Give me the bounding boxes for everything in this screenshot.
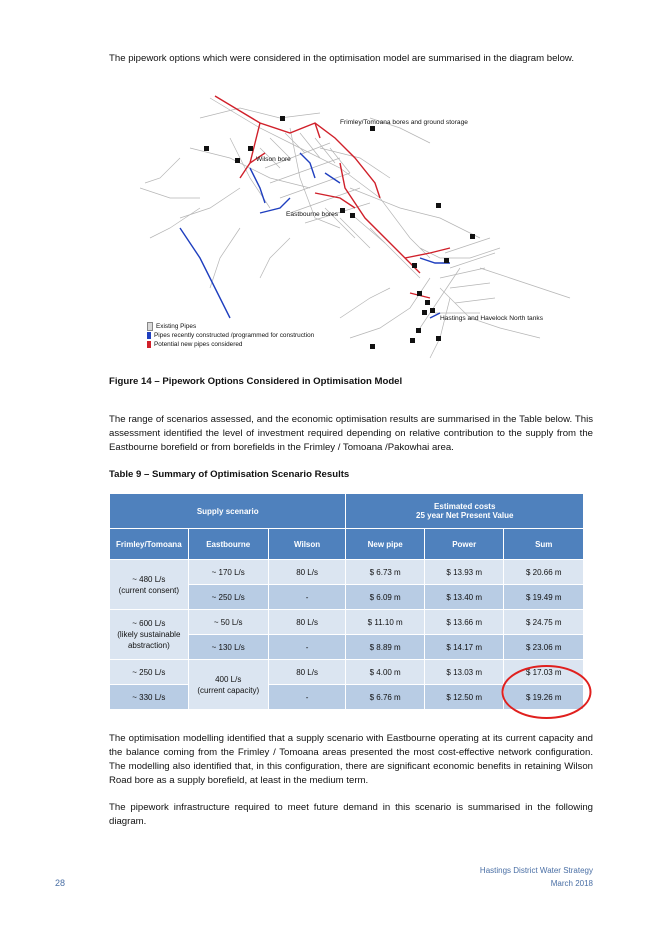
legend-label: Pipes recently constructed /programmed for construction	[154, 332, 315, 339]
label-hastings: Hastings and Havelock North tanks	[440, 315, 543, 322]
eastbourne-cell: ~ 130 L/s	[188, 635, 268, 660]
power-cell: $ 12.50 m	[424, 685, 504, 710]
cell-text: abstraction)	[127, 641, 170, 650]
legend-label: Potential new pipes considered	[154, 341, 243, 348]
intro-paragraph: The pipework options which were considered in the optimisation model are summarised in the diagram below.	[109, 53, 575, 64]
col-wilson: Wilson	[268, 529, 346, 560]
wilson-cell: -	[268, 635, 346, 660]
cell-text: 400 L/s	[215, 674, 242, 684]
col-eastbourne: Eastbourne	[188, 529, 268, 560]
frimley-cell: ~ 250 L/s	[110, 660, 189, 685]
frimley-cell: ~ 330 L/s	[110, 685, 189, 710]
bore-markers	[204, 116, 475, 349]
wilson-cell: 80 L/s	[268, 560, 346, 585]
pipe-cell: $ 11.10 m	[346, 610, 424, 635]
pipe-cell: $ 4.00 m	[346, 660, 424, 685]
conclusion-paragraph: The optimisation modelling identified that a supply scenario with Eastbourne operating at its current capacity and the balance coming from the Frimley / Tomoana areas presented the most cost-effective network configuration. The modelling also identified that, in this configuration, there are significant economic benefits in retaining Wilson Road bore as a supply borefield, at least in the medium term.	[109, 733, 593, 786]
legend-swatch	[147, 332, 151, 339]
sum-cell: $ 23.06 m	[504, 635, 584, 660]
col-new-pipe: New pipe	[346, 529, 424, 560]
label-frimley: Frimley/Tomoana bores and ground storage	[340, 119, 468, 126]
col-sum: Sum	[504, 529, 584, 560]
header-supply-scenario: Supply scenario	[110, 494, 346, 529]
cell-text: ~ 480 L/s	[132, 574, 166, 584]
eastbourne-cell	[188, 660, 268, 710]
cell-text: ~ 600 L/s	[132, 619, 166, 628]
sum-cell: $ 24.75 m	[504, 610, 584, 635]
table-row	[110, 610, 584, 635]
wilson-cell: -	[268, 585, 346, 610]
label-wilson: Wilson bore	[256, 156, 291, 163]
legend-recent	[147, 331, 314, 340]
footer-date: March 2018	[550, 879, 593, 888]
wilson-cell: 80 L/s	[268, 660, 346, 685]
legend-potential	[147, 340, 314, 349]
legend-existing	[147, 322, 314, 331]
eastbourne-cell: ~ 170 L/s	[188, 560, 268, 585]
header-costs-line1: Estimated costs	[434, 502, 496, 511]
map-legend	[147, 322, 314, 349]
cell-text: (current consent)	[118, 585, 180, 595]
table-caption: Table 9 – Summary of Optimisation Scenario Results	[109, 469, 350, 480]
wilson-cell: -	[268, 685, 346, 710]
figure-caption: Figure 14 – Pipework Options Considered in Optimisation Model	[109, 376, 403, 387]
sum-cell: $ 19.49 m	[504, 585, 584, 610]
recent-pipes	[180, 153, 450, 318]
eastbourne-cell: ~ 250 L/s	[188, 585, 268, 610]
power-cell: $ 13.40 m	[424, 585, 504, 610]
footer-doc-title: Hastings District Water Strategy	[479, 866, 593, 875]
cell-text: (likely sustainable	[117, 630, 181, 639]
power-cell: $ 14.17 m	[424, 635, 504, 660]
frimley-cell	[110, 560, 189, 610]
eastbourne-cell: ~ 50 L/s	[188, 610, 268, 635]
power-cell: $ 13.93 m	[424, 560, 504, 585]
cell-text: (current capacity)	[197, 685, 260, 695]
pipe-cell: $ 6.09 m	[346, 585, 424, 610]
power-cell: $ 13.03 m	[424, 660, 504, 685]
sum-cell: $ 17.03 m	[504, 660, 584, 685]
frimley-cell	[110, 610, 189, 660]
wilson-cell: 80 L/s	[268, 610, 346, 635]
table-row	[110, 560, 584, 585]
label-eastbourne: Eastbourne bores	[286, 211, 339, 218]
scenarios-paragraph: The range of scenarios assessed, and the economic optimisation results are summarised in the Table below. This assessment identified the level of investment required depending on relative contribution to the supply from the Eastbourne borefield or from borefields in the Frimley / Tomoana /Pakowhai area.	[109, 414, 593, 453]
highlight-circle	[500, 664, 593, 720]
header-estimated-costs	[346, 494, 584, 529]
next-paragraph: The pipework infrastructure required to meet future demand in this scenario is summarised in the following diagram.	[109, 802, 593, 827]
legend-swatch	[147, 322, 153, 331]
sum-cell: $ 19.26 m	[504, 685, 584, 710]
legend-label: Existing Pipes	[156, 323, 197, 330]
power-cell: $ 13.66 m	[424, 610, 504, 635]
pipe-cell: $ 6.73 m	[346, 560, 424, 585]
col-power: Power	[424, 529, 504, 560]
sum-cell: $ 20.66 m	[504, 560, 584, 585]
pipe-cell: $ 6.76 m	[346, 685, 424, 710]
page-number: 28	[55, 878, 66, 888]
legend-swatch	[147, 341, 151, 348]
col-frimley: Frimley/Tomoana	[110, 529, 189, 560]
header-costs-line2: 25 year Net Present Value	[416, 511, 514, 520]
pipe-cell: $ 8.89 m	[346, 635, 424, 660]
